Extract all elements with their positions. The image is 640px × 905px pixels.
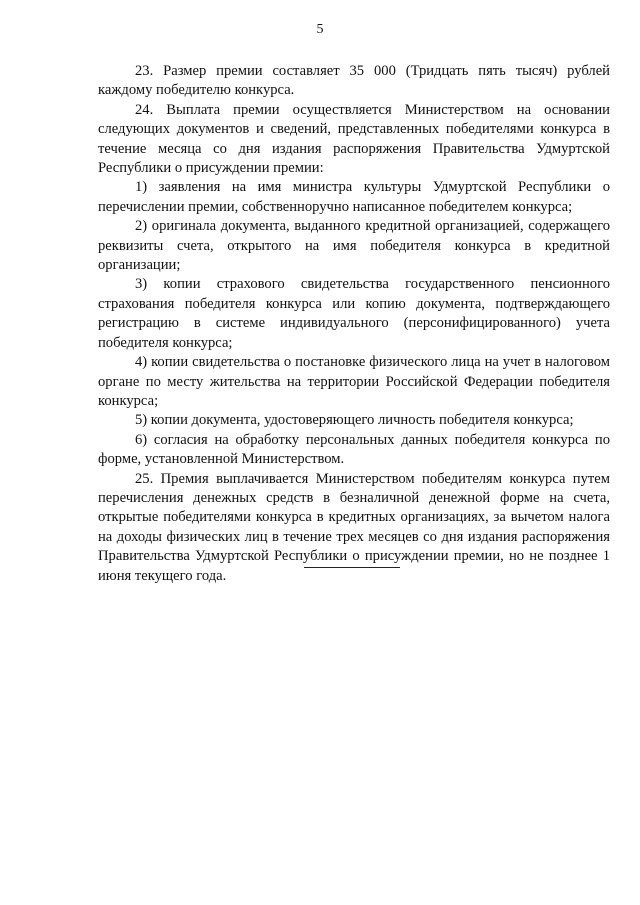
list-item-1: 1) заявления на имя министра культуры Удмуртской Республики о перечислении премии, собственноручно написанное победителем конкурса; [98,179,610,215]
list-item-6: 6) согласия на обработку персональных данных победителя конкурса по форме, установленной Министерством. [98,431,610,468]
document-body [98,62,610,586]
list-item-3: 3) копии страхового свидетельства государственного пенсионного страхования победителя конкурса или копию документа, подтверждающего регистрацию в системе индивидуального (персонифицированного) учета победителя конкурса; [98,276,610,351]
paragraph-23: 23. Размер премии составляет 35 000 (Тридцать пять тысяч) рублей каждому победителю конкурса. [98,63,610,99]
list-item-5: 5) копии документа, удостоверяющего личность победителя конкурса; [135,412,574,429]
paragraph-24: 24. Выплата премии осуществляется Министерством на основании следующих документов и сведений, представленных победителями конкурса в течение месяца со дня издания распоряжения Правительства Удмуртской Республики о присуждении премии: [98,101,610,177]
list-item-2: 2) оригинала документа, выданного кредитной организацией, содержащего реквизиты счета, открытого на имя победителя конкурса в кредитной организации; [98,218,610,274]
paragraph-25: 25. Премия выплачивается Министерством победителям конкурса путем перечисления денежных средств в безналичной денежной форме на счета, открытые победителями конкурса в кредитных организациях, за вычетом налога на доходы физических лиц в течение трех месяцев со дня издания распоряжения Правительства Удмуртской Республики о присуждении премии, но не позднее 1 июня текущего года. [98,470,610,584]
page-number: 5 [316,22,324,37]
end-divider [304,567,400,568]
list-item-4: 4) копии свидетельства о постановке физического лица на учет в налоговом органе по месту жительства на территории Российской Федерации победителя конкурса; [98,354,610,409]
